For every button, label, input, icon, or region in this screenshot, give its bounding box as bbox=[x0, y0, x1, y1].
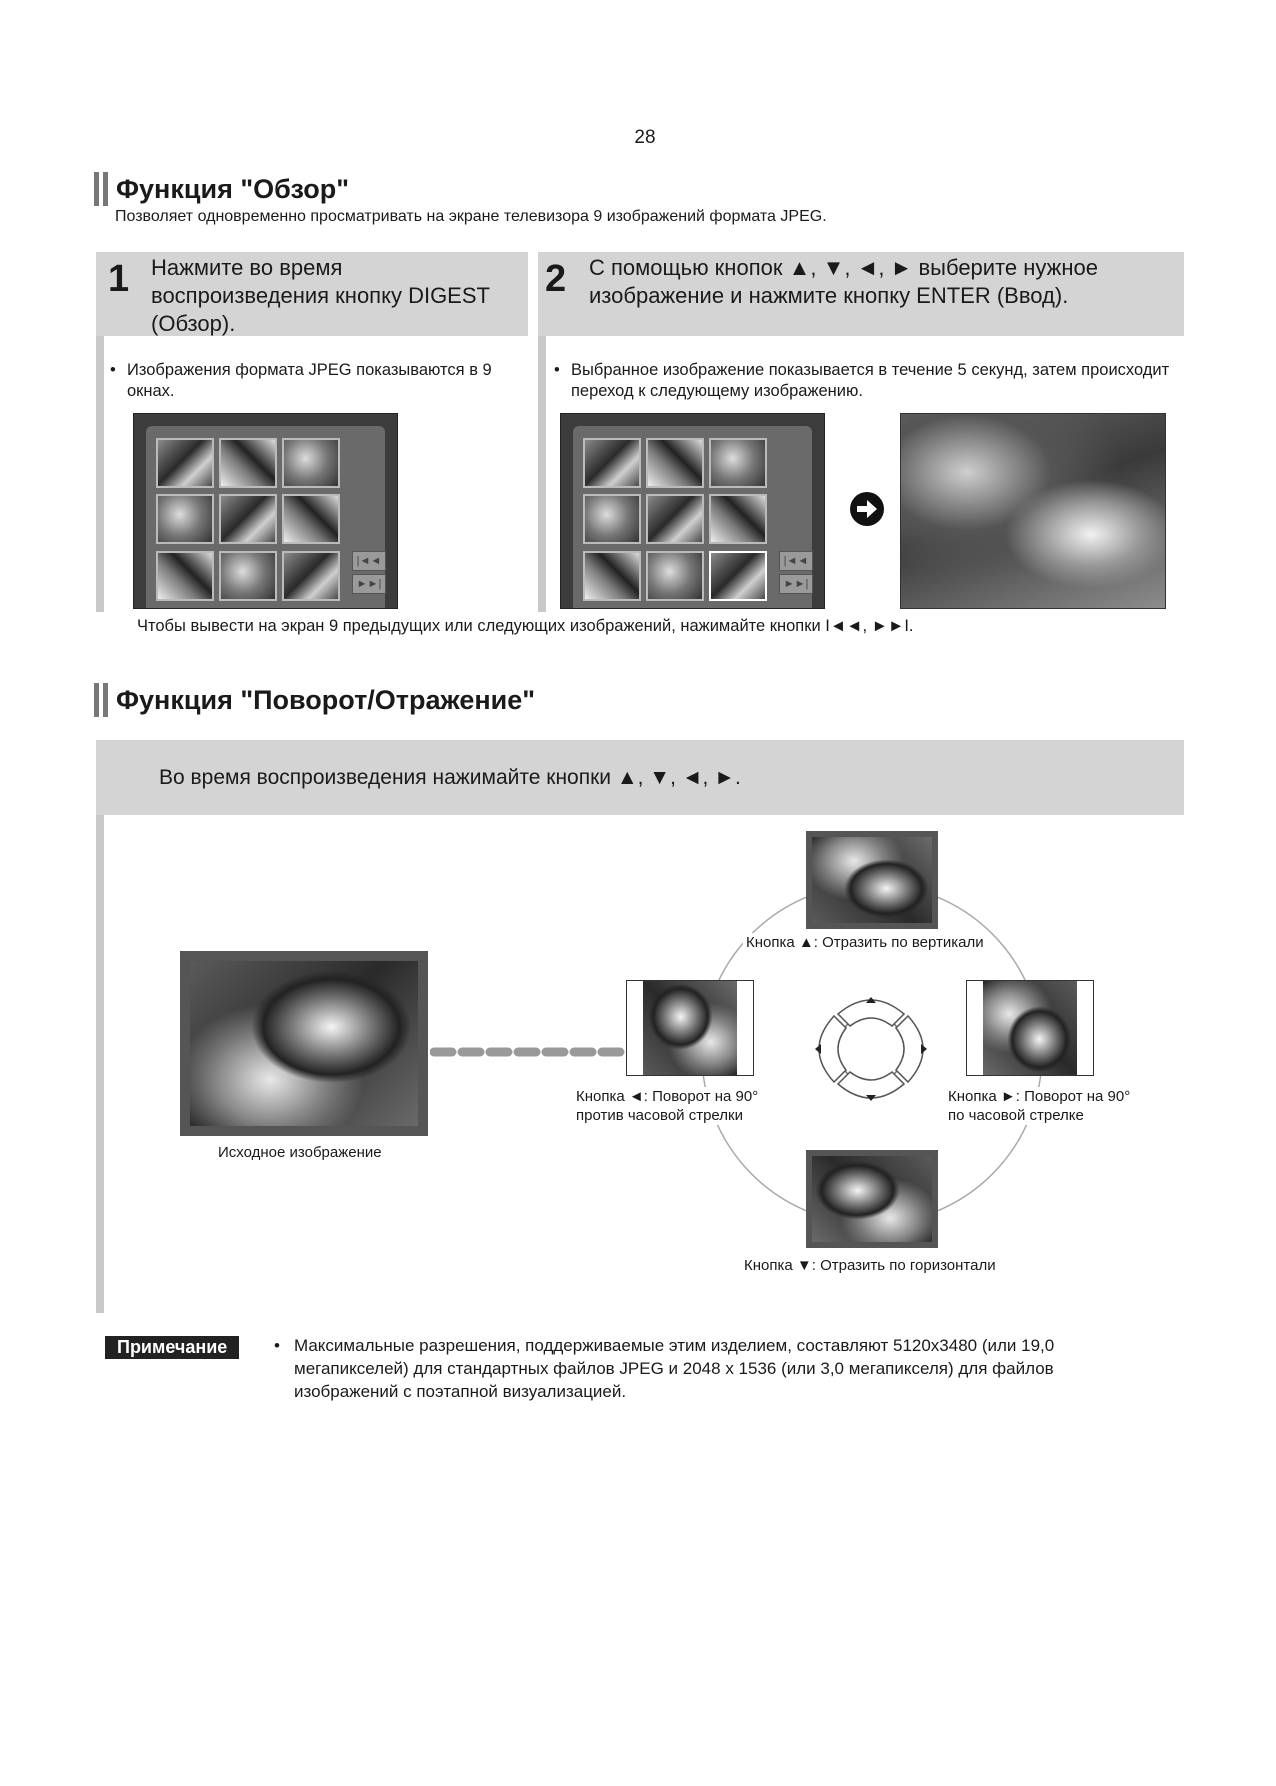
flipped-vertical-image bbox=[806, 831, 938, 929]
page-number: 28 bbox=[634, 127, 656, 148]
flipped-horizontal-image bbox=[806, 1150, 938, 1248]
thumbnail bbox=[646, 494, 704, 544]
left-caption-line2: против часовой стрелки bbox=[576, 1107, 743, 1124]
step2-rule bbox=[538, 336, 546, 612]
rotated-left-image bbox=[643, 981, 737, 1075]
thumbnail bbox=[583, 438, 641, 488]
dashed-connector bbox=[430, 1046, 625, 1058]
digest-section-title bbox=[94, 172, 349, 206]
arrow-right-icon bbox=[849, 491, 885, 527]
thumbnail bbox=[583, 551, 641, 601]
digest-screen-1 bbox=[133, 413, 398, 609]
left-caption bbox=[576, 1087, 758, 1125]
rotate-instruction: Во время воспроизведения нажимайте кнопки ▲, ▼, ◄, ►. bbox=[159, 766, 741, 789]
rotated-right-image bbox=[983, 981, 1077, 1075]
digest-title-text: Функция "Обзор" bbox=[116, 173, 349, 204]
thumbnail-selected bbox=[709, 551, 767, 601]
section-marker-icon bbox=[94, 683, 108, 717]
thumbnail bbox=[646, 438, 704, 488]
step1-text: Нажмите во время воспроизведения кнопку DIGEST (Обзор). bbox=[151, 255, 490, 336]
prev-page-button: |◄◄ bbox=[352, 551, 386, 571]
thumbnail bbox=[156, 438, 214, 488]
thumbnail bbox=[282, 494, 340, 544]
digest-subtitle: Позволяет одновременно просматривать на экране телевизора 9 изображений формата JPEG. bbox=[115, 208, 827, 225]
thumbnail bbox=[282, 438, 340, 488]
rotate-right-frame bbox=[966, 980, 1094, 1076]
thumbnail bbox=[583, 494, 641, 544]
original-caption: Исходное изображение bbox=[218, 1144, 382, 1161]
up-caption: Кнопка ▲: Отразить по вертикали bbox=[743, 933, 987, 952]
step1-bullet-text: Изображения формата JPEG показываются в 9 окнах. bbox=[127, 361, 492, 400]
right-caption bbox=[948, 1087, 1130, 1125]
step2-bullet-text: Выбранное изображение показывается в течение 5 секунд, затем происходит переход к следующему изображению. bbox=[571, 361, 1170, 400]
section-marker-icon bbox=[94, 172, 108, 206]
note-text: Максимальные разрешения, поддерживаемые этим изделием, составляют 5120x3480 (или 19,0 мегапикселей) для стандартных файлов JPEG и 2048 x 1536 (или 3,0 мегапикселя) для файлов изображений с поэтапной визуализацией. bbox=[294, 1336, 1055, 1401]
dpad-icon bbox=[808, 990, 934, 1108]
note-label: Примечание bbox=[105, 1336, 239, 1359]
step1-bullet: • Изображения формата JPEG показываются в 9 окнах. bbox=[110, 360, 530, 402]
step2-number: 2 bbox=[545, 258, 567, 300]
right-caption-line1: Кнопка ►: Поворот на 90° bbox=[948, 1088, 1131, 1105]
thumbnail bbox=[709, 438, 767, 488]
right-caption-line2: по часовой стрелке bbox=[948, 1107, 1084, 1124]
down-caption: Кнопка ▼: Отразить по горизонтали bbox=[741, 1256, 999, 1275]
next-page-button: ►►| bbox=[779, 574, 813, 594]
step2-text: С помощью кнопок ▲, ▼, ◄, ► выберите нужное изображение и нажмите кнопку ENTER (Ввод). bbox=[589, 255, 1098, 308]
step1-number: 1 bbox=[108, 258, 130, 300]
left-caption-line1: Кнопка ◄: Поворот на 90° bbox=[576, 1088, 759, 1105]
rotate-title-text: Функция "Поворот/Отражение" bbox=[116, 684, 536, 715]
rotate-section-title bbox=[94, 683, 535, 717]
step2-bullet: • Выбранное изображение показывается в течение 5 секунд, затем происходит переход к следующему изображению. bbox=[554, 360, 1174, 402]
digest-screen-2 bbox=[560, 413, 825, 609]
selected-image-cat bbox=[900, 413, 1166, 609]
thumbnail bbox=[156, 494, 214, 544]
rotate-rule bbox=[96, 815, 104, 1313]
thumbnail bbox=[219, 551, 277, 601]
thumbnail bbox=[282, 551, 340, 601]
rotate-left-frame bbox=[626, 980, 754, 1076]
note: • Максимальные разрешения, поддерживаемые этим изделием, составляют 5120x3480 (или 19,0 мегапикселей) для стандартных файлов JPEG и 2048 x 1536 (или 3,0 мегапикселя) для файлов изображений с поэтапной визуализацией. bbox=[274, 1334, 1144, 1403]
thumbnail bbox=[156, 551, 214, 601]
digest-footer-note: Чтобы вывести на экран 9 предыдущих или следующих изображений, нажимайте кнопки I◄◄, ►►I. bbox=[137, 617, 914, 635]
next-page-button: ►►| bbox=[352, 574, 386, 594]
thumbnail bbox=[219, 494, 277, 544]
thumbnail bbox=[709, 494, 767, 544]
original-image-butterfly bbox=[180, 951, 428, 1136]
thumbnail bbox=[646, 551, 704, 601]
step1-rule bbox=[96, 336, 104, 612]
thumbnail bbox=[219, 438, 277, 488]
prev-page-button: |◄◄ bbox=[779, 551, 813, 571]
